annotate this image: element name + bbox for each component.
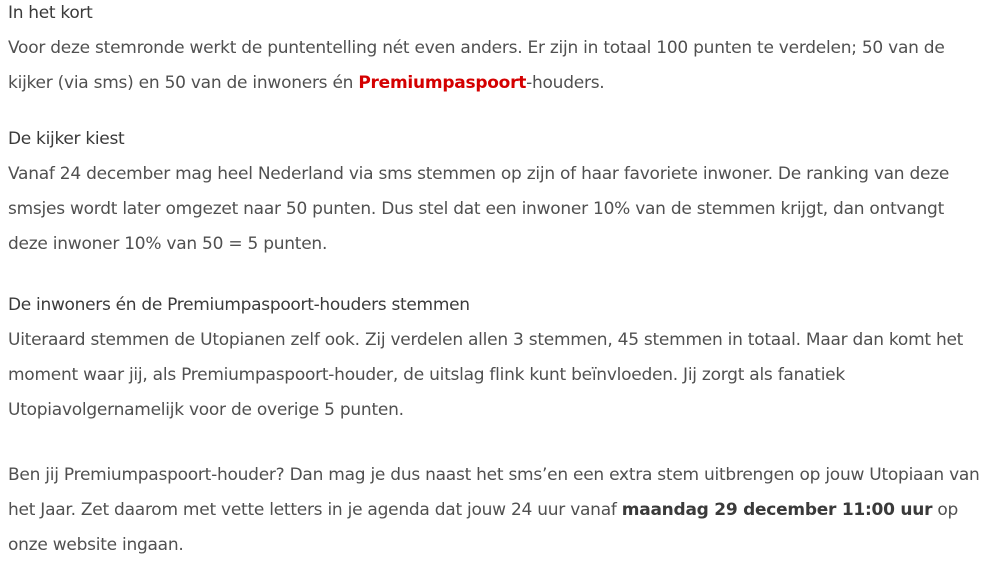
heading-inwoners-stemmen: De inwoners én de Premiumpaspoort-houders stemmen <box>8 295 470 315</box>
paragraph-in-het-kort <box>8 31 983 101</box>
heading-de-kijker-kiest: De kijker kiest <box>8 129 125 149</box>
section-de-kijker-kiest <box>8 126 983 262</box>
paragraph-call-text: Ben jij Premiumpaspoort-houder? Dan mag je dus naast het sms’en een extra stem uitbrengen op jouw Utopiaan van het Jaar. Zet daarom met vette letters in je agenda dat jouw 24 uur vanaf <box>8 465 980 520</box>
paragraph-premiumpaspoort-call <box>8 458 983 563</box>
heading-in-het-kort: In het kort <box>8 3 93 23</box>
section-premiumpaspoort-call <box>8 458 983 563</box>
paragraph-in-het-kort-tail: -houders. <box>526 73 605 93</box>
premiumpaspoort-link[interactable]: Premiumpaspoort <box>358 73 527 93</box>
paragraph-in-het-kort-text: Voor deze stemronde werkt de puntentelling nét even anders. Er zijn in totaal 100 punten te verdelen; 50 van de kijker (via sms) en 50 van de inwoners én <box>8 38 945 93</box>
date-highlight: maandag 29 december 11:00 uur <box>621 500 933 520</box>
paragraph-call-tail: op onze website ingaan. <box>8 500 959 555</box>
section-in-het-kort <box>8 0 983 101</box>
section-inwoners-stemmen <box>8 292 983 428</box>
paragraph-inwoners-stemmen: Uiteraard stemmen de Utopianen zelf ook. Zij verdelen allen 3 stemmen, 45 stemmen in totaal. Maar dan komt het moment waar jij, als Premiumpaspoort-houder, de uitslag flink kunt beïnvloeden. Jij zorgt als fanatiek Utopiavolgernamelijk voor de overige 5 punten. <box>8 330 964 420</box>
paragraph-de-kijker-kiest: Vanaf 24 december mag heel Nederland via sms stemmen op zijn of haar favoriete inwoner. De ranking van deze smsjes wordt later omgezet naar 50 punten. Dus stel dat een inwoner 10% van de stemmen krijgt, dan ontvangt deze inwoner 10% van 50 = 5 punten. <box>8 164 950 254</box>
